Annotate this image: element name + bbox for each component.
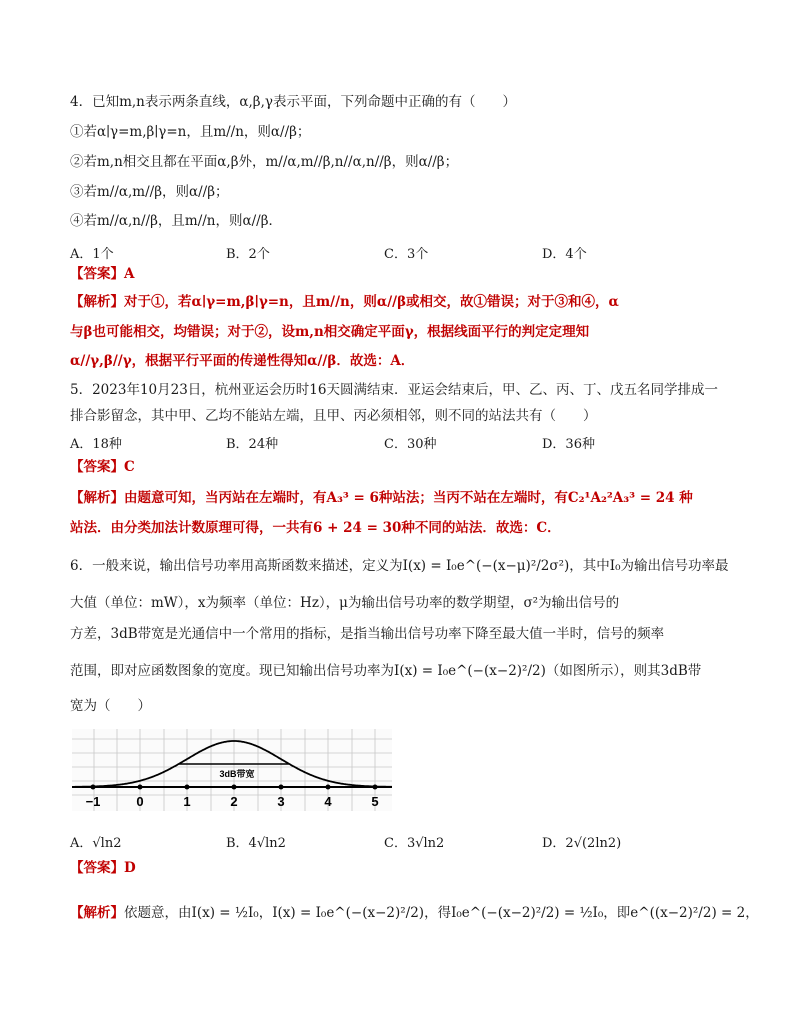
q4-statement-2: ②若m,n相交且都在平面α,β外，m//α,m//β,n//α,n//β，则α//β； xyxy=(70,154,459,170)
analysis-label: 【解析】 xyxy=(70,294,124,310)
q4-statement-3: ③若m//α,m//β，则α//β； xyxy=(70,184,229,200)
answer-label: 【答案】 xyxy=(70,860,124,876)
analysis-text: 由题意可知，当丙站在左端时，有A₃³ = 6种站法；当丙不站在左端时，有C₂¹A₂²A₃³ = 24 种 xyxy=(124,490,693,506)
axis-tick-label: 5 xyxy=(371,794,379,809)
q4-option-d: D．4个 xyxy=(542,247,587,262)
q5-stem-line-1: 5．2023年10月23日，杭州亚运会历时16天圆满结束．亚运会结束后，甲、乙、丙、丁、戊五名同学排成一 xyxy=(70,382,718,398)
q5-analysis-line-2: 站法．由分类加法计数原理可得，一共有6 + 24 = 30种不同的站法．故选：C． xyxy=(70,520,561,536)
axis-tick-label: 1 xyxy=(183,794,191,809)
q5-analysis-line-1 xyxy=(70,488,693,508)
q6-stem-line-2: 大值（单位：mW），x为频率（单位：Hz），μ为输出信号功率的数学期望，σ²为输出信号的 xyxy=(70,595,620,611)
axis-tick-label: 0 xyxy=(136,794,144,809)
answer-value: A xyxy=(124,266,135,282)
answer-label: 【答案】 xyxy=(70,266,124,282)
q4-statement-1: ①若α∣γ=m,β∣γ=n，且m//n，则α//β； xyxy=(70,124,311,140)
answer-value: C xyxy=(124,459,135,475)
gaussian-figure xyxy=(72,729,392,811)
q4-answer xyxy=(70,264,134,284)
axis-tick-label: 3 xyxy=(277,794,285,809)
q6-option-d: D．2√(2ln2) xyxy=(542,836,622,851)
bandwidth-label: 3dB带宽 xyxy=(219,769,255,779)
q4-statement-4: ④若m//α,n//β，且m//n，则α//β． xyxy=(70,213,283,229)
analysis-label: 【解析】 xyxy=(70,490,124,506)
q6-stem-line-3: 方差，3dB带宽是光通信中一个常用的指标，是指当输出信号功率下降至最大值一半时，信号的频率 xyxy=(70,626,665,642)
axis-tick-mark xyxy=(279,785,284,790)
q4-option-b: B．2个 xyxy=(226,247,270,262)
axis-tick-label: 4 xyxy=(324,794,332,809)
q6-option-b: B．4√ln2 xyxy=(226,836,286,851)
q6-stem-line-5: 宽为（ ） xyxy=(70,698,151,714)
axis-tick-mark xyxy=(138,785,143,790)
q5-option-c: C．30种 xyxy=(384,437,437,452)
q6-stem-line-1: 6．一般来说，输出信号功率用高斯函数来描述，定义为I(x) = I₀e^(−(x−μ)²/2σ²)，其中I₀为输出信号功率最 xyxy=(70,558,729,574)
answer-value: D xyxy=(124,860,136,876)
axis-tick-label: 2 xyxy=(230,794,238,809)
axis-tick-mark xyxy=(326,785,331,790)
q4-option-a: A．1个 xyxy=(70,247,114,262)
q4-option-c: C．3个 xyxy=(384,247,429,262)
axis-tick-mark xyxy=(373,785,378,790)
q4-stem: 4．已知m,n表示两条直线，α,β,γ表示平面，下列命题中正确的有（ ） xyxy=(70,94,516,110)
q4-analysis-line-3: α//γ,β//γ，根据平行平面的传递性得知α//β．故选：A． xyxy=(70,353,415,369)
q4-analysis-line-2: 与β也可能相交，均错误；对于②，设m,n相交确定平面γ，根据线面平行的判定定理知 xyxy=(70,324,590,340)
q4-analysis-line-1 xyxy=(70,292,619,312)
axis-tick-mark xyxy=(232,785,237,790)
answer-label: 【答案】 xyxy=(70,459,124,475)
axis-tick-label: −1 xyxy=(85,794,101,809)
axis-tick-mark xyxy=(91,785,96,790)
q6-answer xyxy=(70,858,136,878)
q6-stem-line-4: 范围，即对应函数图象的宽度。现已知输出信号功率为I(x) = I₀e^(−(x−2)²/2)（如图所示），则其3dB带 xyxy=(70,663,702,679)
q5-option-b: B．24种 xyxy=(226,437,279,452)
axis-tick-mark xyxy=(185,785,190,790)
q6-analysis-line-1 xyxy=(70,903,759,923)
q5-answer xyxy=(70,457,135,477)
q5-option-d: D．36种 xyxy=(542,437,595,452)
q5-option-a: A．18种 xyxy=(70,437,122,452)
q5-stem-line-2: 排合影留念，其中甲、乙均不能站左端，且甲、丙必须相邻，则不同的站法共有（ ） xyxy=(70,408,597,424)
q6-option-c: C．3√ln2 xyxy=(384,836,445,851)
analysis-label: 【解析】 xyxy=(70,905,124,921)
q6-option-a: A．√ln2 xyxy=(70,836,122,851)
analysis-text: 对于①，若α∣γ=m,β∣γ=n，且m//n，则α//β或相交，故①错误；对于③和④，α xyxy=(124,294,619,310)
analysis-text: 依题意，由I(x) = ½I₀，I(x) = I₀e^(−(x−2)²/2)，得I₀e^(−(x−2)²/2) = ½I₀，即e^((x−2)²/2) = 2， xyxy=(124,905,759,921)
